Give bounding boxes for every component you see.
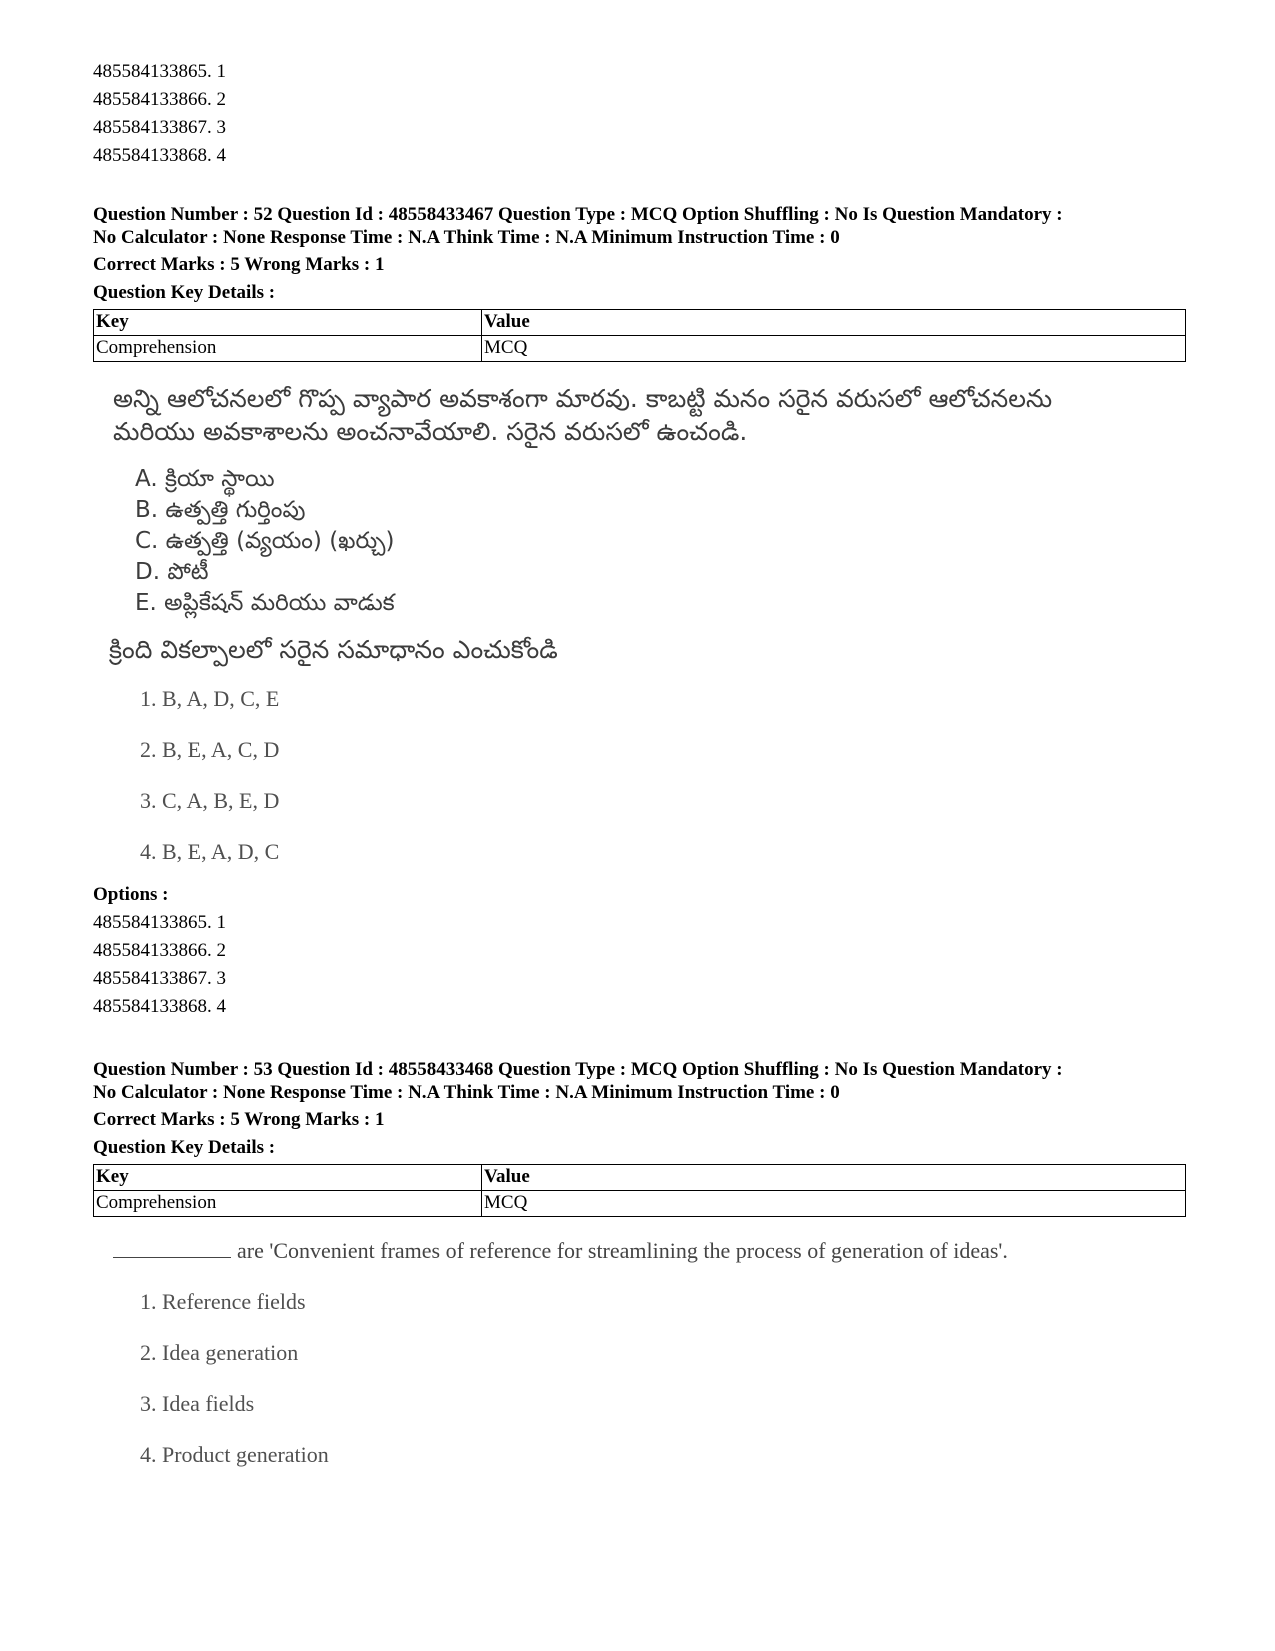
option-line: 485584133868. 4 xyxy=(93,145,226,166)
question-header-line2: No Calculator : None Response Time : N.A Think Time : N.A Minimum Instruction Time : 0 xyxy=(93,1082,840,1103)
answer-choice: 4. Product generation xyxy=(140,1442,329,1467)
question-body-image xyxy=(93,382,1193,865)
option-line: 485584133866. 2 xyxy=(93,89,226,110)
document-page xyxy=(93,58,1193,1468)
option-line: 485584133867. 3 xyxy=(93,968,226,989)
statement-item: B. ఉత్పత్తి గుర్తింపు xyxy=(135,497,306,523)
question-stem-line: అన్ని ఆలోచనలలో గొప్ప వ్యాపార అవకాశంగా మారవు. కాబట్టి మనం సరైన వరుసలో ఆలోచనలను xyxy=(113,384,1053,413)
option-line: 485584133867. 3 xyxy=(93,117,226,138)
question-53 xyxy=(93,1058,1193,1468)
table-header-row xyxy=(94,310,1186,336)
question-header-line1: Question Number : 52 Question Id : 48558433467 Question Type : MCQ Option Shuffling : No Is Question Mandatory : xyxy=(93,204,1063,225)
answer-choice: 2. Idea generation xyxy=(140,1340,299,1365)
table-header-key: Key xyxy=(94,1165,482,1191)
table-cell-key: Comprehension xyxy=(94,336,482,362)
top-options-list xyxy=(93,58,1193,170)
table-cell-value: MCQ xyxy=(482,336,1186,362)
options-label: Options : xyxy=(93,884,169,905)
table-header-value: Value xyxy=(482,310,1186,336)
question-stem-line: మరియు అవకాశాలను అంచనావేయాలి. సరైన వరుసలో ఉంచండి. xyxy=(113,417,748,446)
statement-item: E. అప్లికేషన్ మరియు వాడుక xyxy=(135,590,395,616)
answer-choice: 1. Reference fields xyxy=(140,1289,306,1314)
statement-item: C. ఉత్పత్తి (వ్యయం) (ఖర్చు) xyxy=(135,528,395,554)
question-marks: Correct Marks : 5 Wrong Marks : 1 xyxy=(93,254,385,275)
table-cell-value: MCQ xyxy=(482,1191,1186,1217)
options-list xyxy=(93,909,1193,1021)
question-instruction: క్రింది వికల్పాలలో సరైన సమాధానం ఎంచుకోండి xyxy=(109,635,558,664)
question-stem xyxy=(93,1237,1193,1265)
answer-choice: 4. B, E, A, D, C xyxy=(140,839,280,864)
question-key-table xyxy=(93,309,1186,362)
answer-choice: 3. C, A, B, E, D xyxy=(140,788,280,813)
question-header-line2: No Calculator : None Response Time : N.A Think Time : N.A Minimum Instruction Time : 0 xyxy=(93,227,840,248)
option-line: 485584133868. 4 xyxy=(93,996,226,1017)
option-line: 485584133865. 1 xyxy=(93,61,226,82)
option-line: 485584133866. 2 xyxy=(93,940,226,961)
question-header-line1: Question Number : 53 Question Id : 48558433468 Question Type : MCQ Option Shuffling : No Is Question Mandatory : xyxy=(93,1059,1063,1080)
answer-choice: 2. B, E, A, C, D xyxy=(140,737,280,762)
table-header-value: Value xyxy=(482,1165,1186,1191)
question-key-details-label: Question Key Details : xyxy=(93,1137,276,1158)
fill-in-blank xyxy=(113,1237,231,1258)
question-key-details-label: Question Key Details : xyxy=(93,282,276,303)
answer-choice: 1. B, A, D, C, E xyxy=(140,686,280,711)
statement-item: D. పోటీ xyxy=(135,559,209,585)
question-52 xyxy=(93,203,1193,1021)
question-stem-text: are 'Convenient frames of reference for streamlining the process of generation of ideas'. xyxy=(237,1238,1008,1263)
table-row xyxy=(94,336,1186,362)
statement-item: A. క్రియా స్థాయి xyxy=(135,466,275,492)
question-marks: Correct Marks : 5 Wrong Marks : 1 xyxy=(93,1109,385,1130)
table-row xyxy=(94,1191,1186,1217)
question-key-table xyxy=(93,1164,1186,1217)
answer-choice: 3. Idea fields xyxy=(140,1391,255,1416)
option-line: 485584133865. 1 xyxy=(93,912,226,933)
table-cell-key: Comprehension xyxy=(94,1191,482,1217)
table-header-row xyxy=(94,1165,1186,1191)
question-body-image xyxy=(93,1237,1193,1468)
table-header-key: Key xyxy=(94,310,482,336)
